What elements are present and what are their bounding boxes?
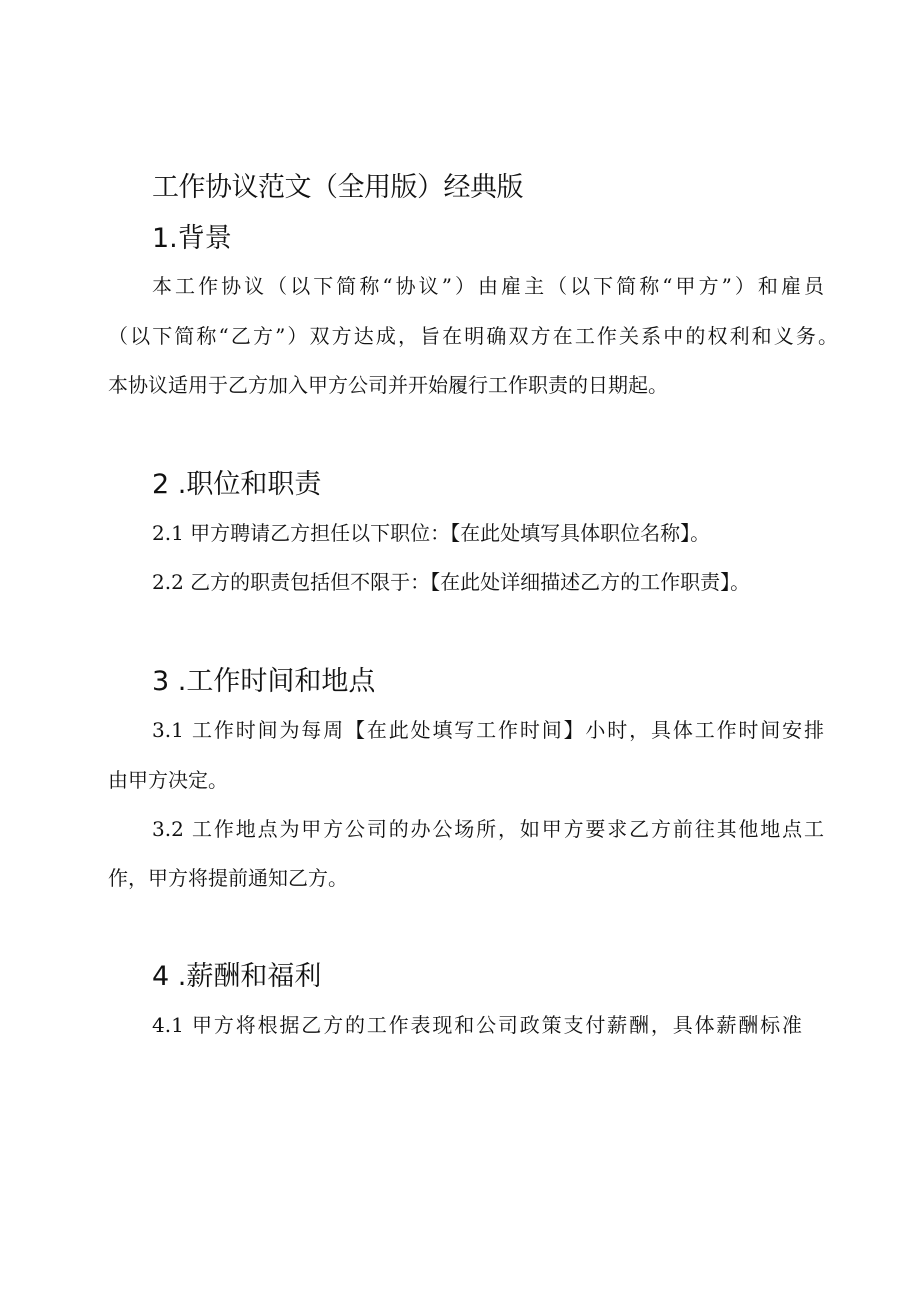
clause-line: 2.1 甲方聘请乙方担任以下职位：【在此处填写具体职位名称】。	[152, 521, 711, 545]
clause-line: 2.2 乙方的职责包括但不限于：【在此处详细描述乙方的工作职责】。	[152, 570, 751, 594]
paragraph-line: （以下简称“乙方”）双方达成，旨在明确双方在工作关系中的权利和义务。	[108, 324, 838, 348]
paragraph-line: 本协议适用于乙方加入甲方公司并开始履行工作职责的日期起。	[108, 373, 668, 397]
section-heading-salary: 4 .薪酬和福利	[152, 961, 322, 992]
clause-line: 3.2 工作地点为甲方公司的办公场所，如甲方要求乙方前往其他地点工	[152, 817, 824, 841]
clause-line: 由甲方决定。	[108, 768, 228, 792]
clause-line: 作，甲方将提前通知乙方。	[108, 866, 348, 890]
clause-line: 3.1 工作时间为每周【在此处填写工作时间】小时，具体工作时间安排	[152, 718, 824, 742]
paragraph-line: 本工作协议（以下简称“协议”）由雇主（以下简称“甲方”）和雇员	[152, 274, 824, 298]
section-heading-position: 2 .职位和职责	[152, 469, 322, 500]
section-heading-time-place: 3 .工作时间和地点	[152, 666, 376, 697]
document-title: 工作协议范文（全用版）经典版	[152, 172, 523, 203]
clause-line: 4.1 甲方将根据乙方的工作表现和公司政策支付薪酬，具体薪酬标准	[152, 1013, 802, 1037]
section-heading-background: 1.背景	[152, 223, 232, 254]
